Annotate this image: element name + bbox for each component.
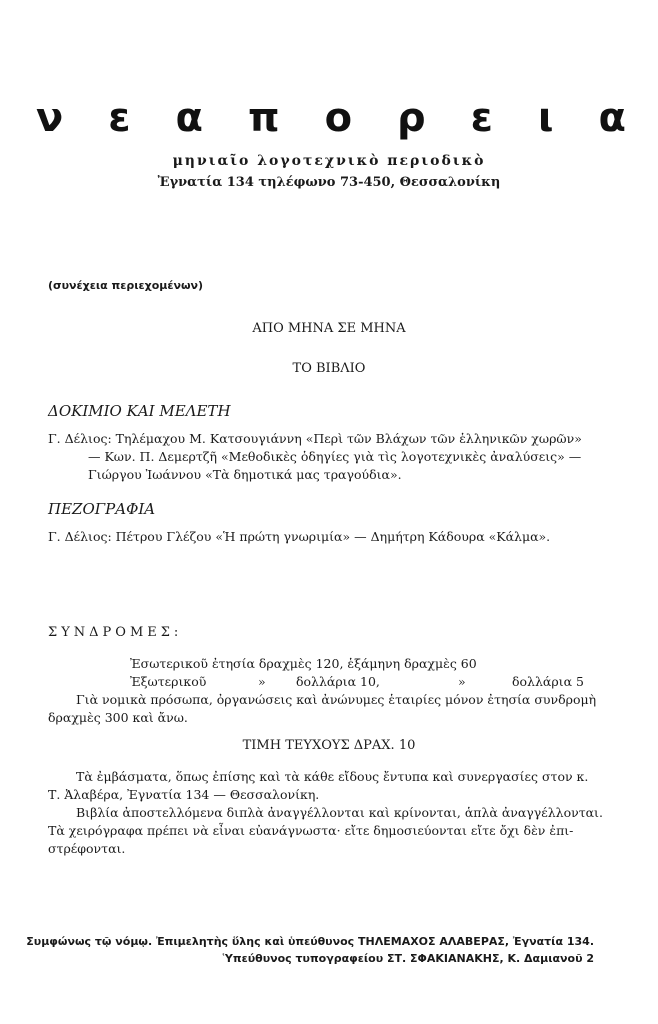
book-heading: ΤΟ ΒΙΒΛΙΟ (292, 361, 366, 376)
masthead-letter: π (247, 95, 280, 141)
footer-printer: Ὑπεύθυνος τυπογραφείου ΣΤ. ΣΦΑΚΙΑΝΑΚΗΣ, Κ. Δαμιανοῦ 2 (222, 952, 594, 965)
remittance-line: Τὰ χειρόγραφα πρέπει νὰ εἶναι εὐανάγνωστα· εἴτε δημοσιεύονται εἴτε ὄχι δὲν ἐπι- (48, 823, 574, 838)
subscription-abroad-mark: » (458, 674, 466, 689)
issue-price: ΤΙΜΗ ΤΕΥΧΟΥΣ ΔΡΑΧ. 10 (242, 738, 416, 753)
remittance-line: Τὰ ἐμβάσματα, ὅπως ἐπίσης καὶ τὰ κάθε εἴδους ἔντυπα καὶ συνεργασίες στον κ. (76, 769, 589, 784)
essay-line: Γιώργου Ἰωάννου «Τὰ δημοτικά μας τραγούδια». (88, 467, 402, 482)
essay-line: — Κων. Π. Δεμερτζῆ «Μεθοδικὲς ὁδηγίες γιὰ τὶς λογοτεχνικὲς ἀναλύσεις» — (88, 449, 582, 464)
contents-note: (συνέχεια περιεχομένων) (48, 279, 204, 292)
masthead-letter: ι (537, 95, 554, 141)
masthead-letter: ο (324, 95, 353, 141)
prose-heading: ΠΕΖΟΓΡΑΦΙΑ (48, 500, 156, 518)
masthead-title (36, 96, 626, 140)
subscription-abroad-half: δολλάρια 5 (512, 674, 584, 689)
subscriptions-heading: ΣΥΝΔΡΟΜΕΣ: (48, 625, 183, 640)
subscription-abroad-label: Ἐξωτερικοῦ (130, 674, 207, 689)
masthead-letter: ε (108, 95, 131, 141)
masthead-letter: ρ (397, 95, 426, 141)
remittance-line: Τ. Ἀλαβέρα, Ἐγνατία 134 — Θεσσαλονίκη. (48, 787, 320, 802)
masthead-letter: ε (470, 95, 493, 141)
journal-address: Ἐγνατία 134 τηλέφωνο 73-450, Θεσσαλονίκη (157, 175, 501, 190)
month-heading: ΑΠΟ ΜΗΝΑ ΣΕ ΜΗΝΑ (252, 321, 406, 336)
prose-line: Γ. Δέλιος: Πέτρου Γλέζου «Ἡ πρώτη γνωριμία» — Δημήτρη Κάδουρα «Κάλμα». (48, 529, 551, 544)
remittance-line: Βιβλία ἀποστελλόμενα διπλὰ ἀναγγέλλονται καὶ κρίνονται, ἁπλὰ ἀναγγέλλονται. (76, 805, 603, 820)
subscription-abroad-mark: » (258, 674, 266, 689)
subscription-legal: δραχμὲς 300 καὶ ἄνω. (48, 710, 188, 725)
journal-subtitle: μηνιαῖο λογοτεχνικὸ περιοδικὸ (172, 153, 486, 169)
subscription-legal: Γιὰ νομικὰ πρόσωπα, ὀργανώσεις καὶ ἀνώνυμες ἑταιρίες μόνον ἐτησία συνδρομὴ (76, 692, 597, 707)
subscription-domestic: Ἐσωτερικοῦ ἐτησία δραχμὲς 120, ἑξάμηνη δραχμὲς 60 (130, 656, 477, 671)
masthead-letter: α (598, 95, 626, 141)
essay-line: Γ. Δέλιος: Τηλέμαχου Μ. Κατσουγιάννη «Περὶ τῶν Βλάχων τῶν ἑλληνικῶν χωρῶν» (48, 431, 582, 446)
subscription-abroad-year: δολλάρια 10, (296, 674, 380, 689)
remittance-line: στρέφονται. (48, 841, 126, 856)
masthead-letter: ν (36, 95, 64, 141)
masthead-letter: α (175, 95, 203, 141)
essay-heading: ΔΟΚΙΜΙΟ ΚΑΙ ΜΕΛΕΤΗ (48, 402, 231, 420)
footer-editor: Συμφώνως τῷ νόμῳ. Ἐπιμελητὴς ὕλης καὶ ὑπεύθυνος ΤΗΛΕΜΑΧΟΣ ΑΛΑΒΕΡΑΣ, Ἐγνατία 134. (26, 935, 594, 948)
